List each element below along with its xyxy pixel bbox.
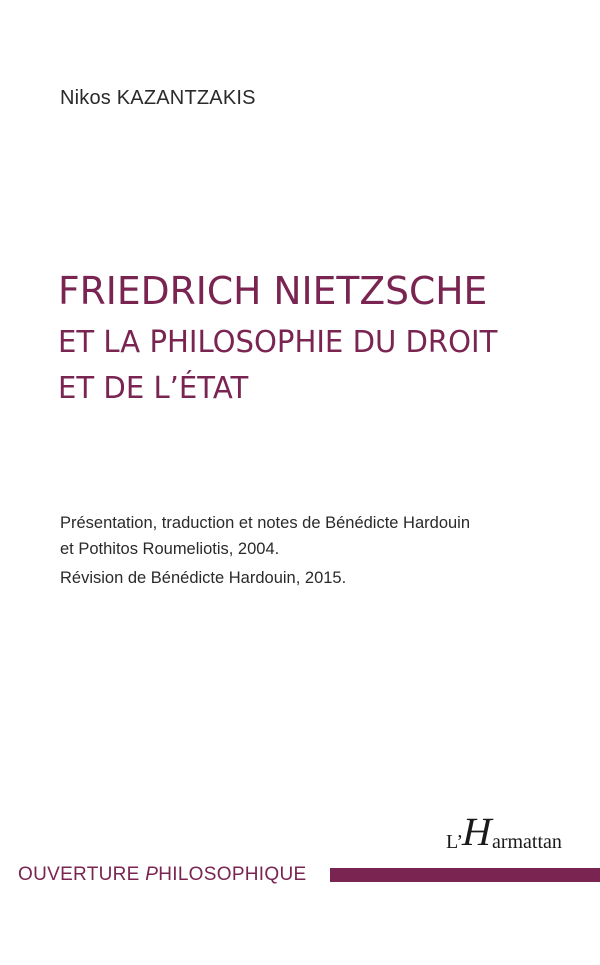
series-initial: P	[145, 864, 159, 885]
publisher-logo	[446, 809, 562, 854]
series-part-2: HILOSOPHIQUE	[158, 864, 307, 885]
series-bar	[330, 868, 600, 882]
title-line-3: ET DE L’ÉTAT	[58, 371, 249, 406]
series-part-1: OUVERTURE	[18, 864, 146, 885]
credits-line-2: et Pothitos Roumeliotis, 2004.	[60, 540, 280, 558]
credits-line-1: Présentation, traduction et notes de Bénédicte Hardouin	[60, 514, 471, 532]
author-name: Nikos KAZANTZAKIS	[60, 87, 256, 109]
publisher-initial: H	[458, 809, 497, 854]
title-line-2: ET LA PHILOSOPHIE DU DROIT	[58, 325, 498, 360]
publisher-rest: armattan	[491, 831, 562, 853]
credits	[60, 510, 580, 591]
series-name	[18, 864, 306, 886]
book-title	[58, 262, 588, 412]
title-line-1: FRIEDRICH NIETZSCHE	[58, 269, 488, 313]
credits-line-3: Révision de Bénédicte Hardouin, 2015.	[60, 569, 347, 587]
publisher-prefix: L’	[446, 831, 464, 853]
